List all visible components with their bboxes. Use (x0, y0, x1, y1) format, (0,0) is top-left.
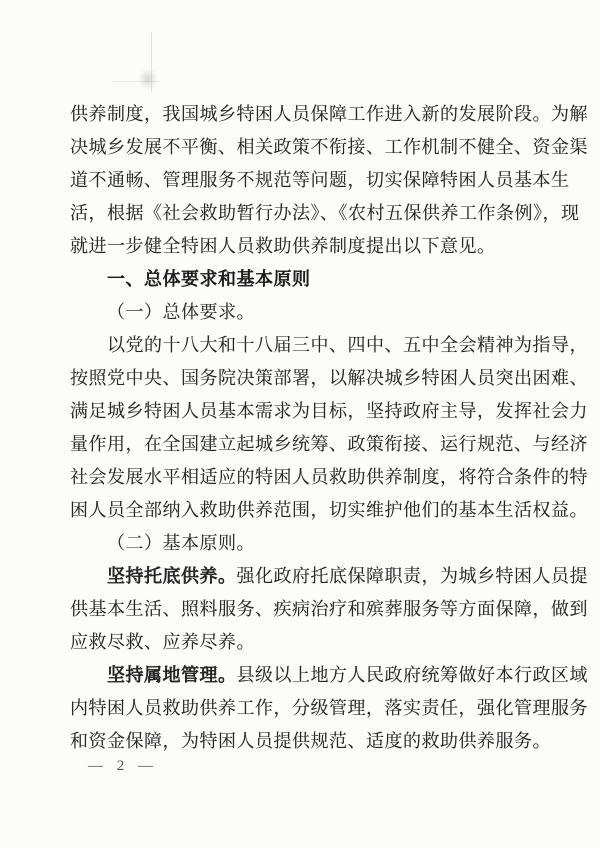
body-text-line: 道不通畅、管理服务不规范等问题，切实保障特困人员基本生 (70, 170, 570, 190)
document-body (70, 98, 588, 758)
scan-artifact-smudge (138, 68, 158, 90)
subsection-1-title: （一）总体要求。 (107, 302, 255, 322)
body-text-line: 供基本生活、照料服务、疾病治疗和殡葬服务等方面保障，做到 (70, 599, 588, 619)
body-text-line: 内特困人员救助供养工作，分级管理，落实责任，强化管理服务 (70, 698, 588, 718)
body-text-line: 应救尽救、应养尽养。 (70, 632, 255, 652)
body-text-line: 按照党中央、国务院决策部署，以解决城乡特困人员突出困难、 (70, 368, 588, 388)
body-text-line: 以党的十八大和十八届三中、四中、五中全会精神为指导， (107, 335, 588, 355)
body-text-line: 坚持属地管理。县级以上地方人民政府统筹做好本行政区域 (107, 665, 588, 685)
page-number: — 2 — (88, 758, 154, 774)
body-text-line: 活，根据《社会救助暂行办法》、《农村五保供养工作条例》，现 (70, 203, 580, 223)
paragraph-lead-phrase: 坚持属地管理。 (107, 665, 237, 685)
paragraph-lead-phrase: 坚持托底供养。 (107, 566, 237, 586)
body-text-line: 困人员全部纳入救助供养范围，切实维护他们的基本生活权益。 (70, 500, 588, 520)
body-text-line: 量作用，在全国建立起城乡统筹、政策衔接、运行规范、与经济 (70, 434, 588, 454)
body-text-line: 决城乡发展不平衡、相关政策不衔接、工作机制不健全、资金渠 (70, 137, 588, 157)
subsection-2-title: （二）基本原则。 (107, 533, 255, 553)
body-text-line: 坚持托底供养。强化政府托底保障职责，为城乡特困人员提 (107, 566, 588, 586)
body-text-line: 供养制度，我国城乡特困人员保障工作进入新的发展阶段。为解 (70, 104, 588, 124)
body-text-line: 社会发展水平相适应的特困人员救助供养制度，将符合条件的特 (70, 467, 588, 487)
body-text-line: 满足城乡特困人员基本需求为目标，坚持政府主导，发挥社会力 (70, 401, 588, 421)
body-text-line: 和资金保障，为特困人员提供规范、适度的救助供养服务。 (70, 731, 551, 751)
body-text-line: 就进一步健全特困人员救助供养制度提出以下意见。 (70, 236, 496, 256)
section-1-heading: 一、总体要求和基本原则 (107, 269, 311, 289)
